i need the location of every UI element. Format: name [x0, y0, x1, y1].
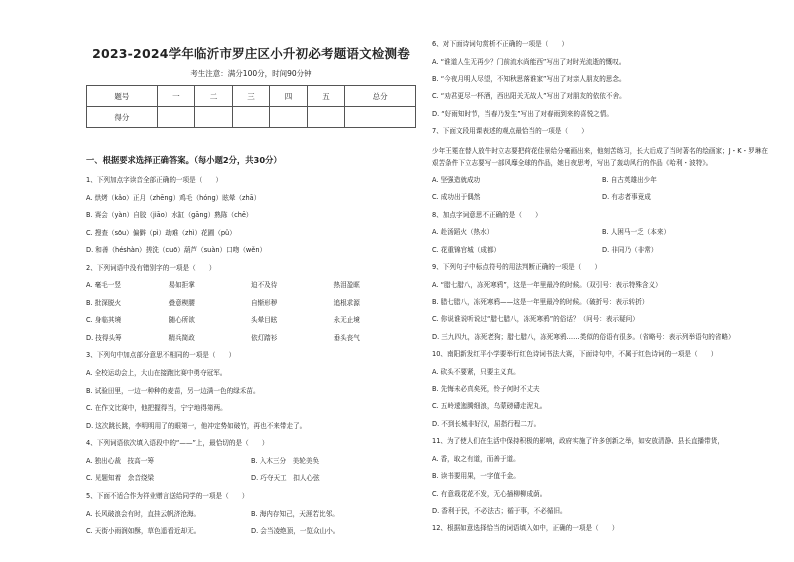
option-word: 易如拒掌: [168, 281, 195, 290]
option-word: A. 毫毛一竖: [86, 281, 121, 290]
score-header-cell: 题号: [87, 86, 158, 107]
question-9: 9、下列句子中标点符号的用法判断正确的一项是（ ）: [432, 262, 602, 271]
option: A. “谁道人生无再少？门前流水尚能西”写出了对时光流逝的慨叹。: [432, 57, 626, 66]
option-word: 叠意楔腰: [168, 298, 195, 307]
question-1: 1、下列加点字读音全部正确的一项是（ ）: [86, 176, 223, 184]
question-3: 3、下列句中加点部分意思不相同的一项是（ ）: [86, 351, 236, 360]
option-row: [86, 299, 416, 308]
option: B. 入木三分 美轮美奂: [251, 456, 320, 465]
option: C. “劝君更尽一杯酒，西出阳关无故人”写出了对朋友的依依不舍。: [432, 92, 626, 101]
option: A. 香，取之有道，而善于道。: [432, 454, 520, 463]
option: C. 成功出于偶然: [432, 193, 481, 202]
option-row: [86, 334, 416, 343]
exam-notice: 考生注意：满分100分，时间90分钟: [190, 69, 312, 78]
option-word: 随心所欲: [168, 316, 195, 325]
score-table: [86, 85, 416, 128]
option: A. 烘烤（kǎo）正月（zhēng）鸡毛（hóng）眩晕（zhā）: [86, 193, 261, 202]
score-header-cell: 一: [157, 86, 195, 107]
option: D. 香利于民，不必法古；循于事，不必循旧。: [432, 506, 567, 515]
score-cell[interactable]: [195, 107, 233, 128]
option: C. 花重锦官城（成都）: [432, 245, 501, 254]
question-2: 2、下列词语中没有错别字的一项是（ ）: [86, 263, 216, 272]
option-row: [86, 474, 416, 483]
option: C. 有意栽花花不发，无心插柳柳成荫。: [432, 489, 547, 498]
option: D. 有志者事竟成: [602, 193, 651, 202]
option-row: [432, 193, 772, 202]
question-10: 10、南阳新发红平小学要举行红色诗词书法大赛，下面诗句中，不属于红色诗词的一项是（ ）: [432, 350, 718, 359]
question-5: 5、下面不适合作为祥业赠言送给同学的一项是（ ）: [86, 491, 249, 500]
option: A. 坚强造就成功: [432, 175, 481, 184]
score-header-cell: 四: [270, 86, 308, 107]
exam-title: 2023-2024学年临沂市罗庄区小升初必考题语文检测卷: [92, 46, 410, 61]
score-header-cell: 三: [232, 86, 270, 107]
option-word: 追根求源: [333, 298, 360, 307]
option: C. 见题知着 余音绕梁: [86, 474, 155, 483]
option-word: 头晕目眩: [251, 316, 278, 325]
option: D. 不到长城非好汉，屈指行程二万。: [432, 419, 541, 428]
score-row-label: 得分: [87, 107, 158, 128]
option: D. 会当凌绝顶，一览众山小。: [251, 527, 340, 536]
option-row: [432, 176, 772, 185]
option: B. 读书要用果，一字值千金。: [432, 472, 520, 481]
option: C. 你说谁说听说过“腊七腊八，冻死寒鸦”的俗话？（问号：表示疑问）: [432, 315, 639, 324]
right-column: [432, 40, 772, 542]
score-header-cell: 五: [307, 86, 345, 107]
option-word: C. 身临其境: [86, 316, 122, 325]
score-table-score-row: [87, 107, 416, 128]
option: C. 搜查（sōu）偏僻（pì）劫难（zhì）花圃（pǔ）: [86, 228, 236, 237]
score-header-cell: 二: [195, 86, 233, 107]
option-word: 永无止境: [333, 316, 360, 325]
option: C. 五岭逶迤腾细浪，乌蒙磅礴走泥丸。: [432, 402, 547, 411]
section-heading: 一、根据要求选择正确答案。（每小题2分，共30分）: [86, 155, 282, 165]
question-11: 11、为了使人们在生活中保持积极的影响，政府实施了许多创新之举，如安放清静、县长直播带货，: [432, 437, 724, 446]
question-4: 4、下列词语依次填入语段中的“——”上，最恰切的是（ ）: [86, 439, 269, 448]
option-row: [432, 246, 772, 255]
question-12: 12、根据如意选择恰当的词语填入如中，正确的一项是（ ）: [432, 524, 619, 533]
score-cell[interactable]: [345, 107, 416, 128]
option: B. 人困马一乏（本来）: [602, 228, 671, 237]
question-8: 8、加点字词意思不正确的是（ ）: [432, 210, 542, 219]
option: D. 非同乃（非常）: [602, 245, 658, 254]
score-table-header-row: [87, 86, 416, 107]
option-word: 迫不及待: [251, 281, 278, 290]
option: D. 三九四九，冻死老狗；腊七腊八，冻死寒鸦……类似的俗语有很多。（省略号：表示列举语句的省略）: [432, 332, 735, 341]
option-row: [86, 457, 416, 466]
option-word: B. 批深脱火: [86, 298, 122, 307]
option: D. “好雨知时节，当春乃发生”写出了对春雨到来的喜悦之情。: [432, 109, 613, 118]
option-row: [86, 510, 416, 519]
option-word: 精兵简政: [168, 333, 195, 342]
option: B. 赛会（yàn）自胶（jiāo）水缸（gāng）熟陈（chē）: [86, 211, 253, 220]
option: C. 天街小雨润如酥，草色遥看近却无。: [86, 527, 201, 536]
option-row: [86, 281, 416, 290]
left-column: [86, 40, 416, 545]
question-7: 7、下面文段用课表述的观点最恰当的一项是（ ）: [432, 127, 588, 136]
score-cell[interactable]: [270, 107, 308, 128]
option: D. 和善（héshàn）搓洗（cuō）葫芦（suàn）口吻（wěn）: [86, 246, 267, 255]
score-header-cell: 总分: [345, 86, 416, 107]
option: A. 全校运动会上，大山在接跑比赛中勇夺冠军。: [86, 369, 227, 378]
option-word: 自惭形秽: [251, 298, 278, 307]
option-word: 依灯踏衫: [251, 333, 278, 342]
score-cell[interactable]: [157, 107, 195, 128]
option-word: 热泪盈眶: [333, 281, 360, 290]
option: D. 这次跳长跳，李明明用了的眼第一，他冲定势如破竹，再也不来带走了。: [86, 421, 307, 430]
option: B. 试验田里，一边一种种的麦苗，另一边满一色的绿禾苗。: [86, 386, 260, 395]
option: B. 自古英雄出少年: [602, 175, 657, 184]
option: A. 赴汤蹈火（热水）: [432, 228, 494, 237]
question-7-passage: 少年王冕在替人放牛时立志要把荷花佳景给分毫画出来，他刻苦练习，长大后成了当时著名的绘画家；J・K・罗琳在艰苦条件下立志要写一部风靡全球的作品，她日夜思考，写出了轰动风行的作品《哈利・波特》。: [432, 146, 768, 168]
option-row: [86, 527, 416, 536]
option: B. 海内存知己，天涯若比邻。: [251, 509, 339, 518]
option: B. “今夜月明人尽望，不知秋思落谁家”写出了对亲人朋友的思念。: [432, 74, 626, 83]
option: C. 在作文比赛中，他把握得当，宁宁地得第两。: [86, 404, 227, 413]
option: B. 腊七腊八，冻死寒鸦——这是一年里最冷的时候。（破折号：表示转折）: [432, 297, 649, 306]
option: A. “腊七腊八，冻死寒鸦”，这是一年里最冷的时候。（双引号：表示特殊含义）: [432, 280, 662, 289]
option-word: D. 技得头筹: [86, 333, 122, 342]
option: A. 独出心裁 技高一筹: [86, 456, 154, 465]
option: B. 先悔未必真矣死，怜子何时不丈夫: [432, 385, 540, 394]
option: D. 巧夺天工 扣人心弦: [251, 474, 320, 483]
score-cell[interactable]: [307, 107, 345, 128]
question-6: 6、对下面诗词句赏析不正确的一项是（ ）: [432, 40, 569, 48]
option-word: 垂头丧气: [333, 333, 360, 342]
score-cell[interactable]: [232, 107, 270, 128]
option-row: [432, 228, 772, 237]
option-row: [86, 316, 416, 325]
option: A. 砍头不要紧，只要主义真。: [432, 367, 520, 376]
option: A. 长风破浪会有时，直挂云帆济沧海。: [86, 509, 201, 518]
